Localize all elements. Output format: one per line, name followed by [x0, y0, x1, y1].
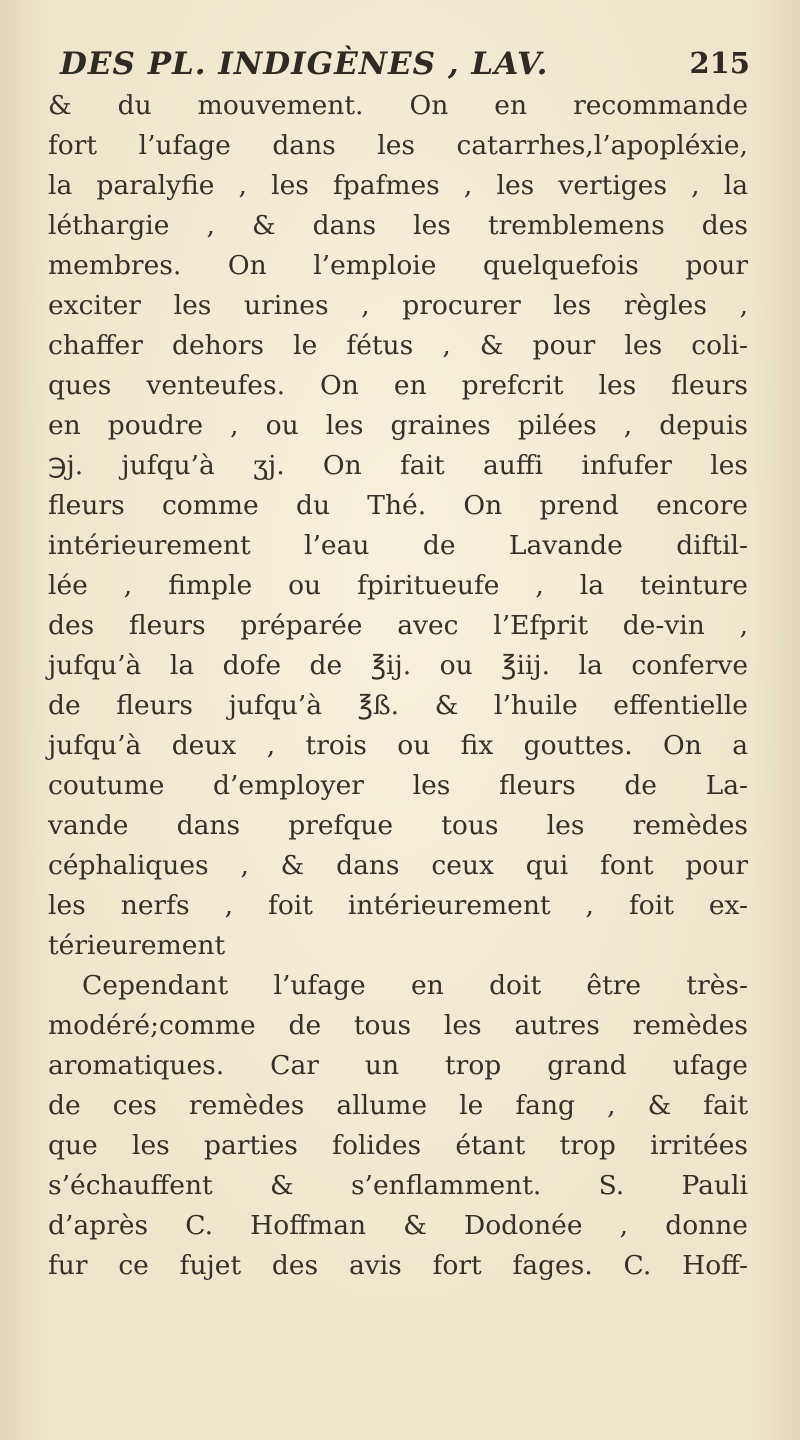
body-text [48, 86, 748, 1286]
text-line: en poudre , ou les graines pilées , depuis [48, 410, 748, 441]
text-line: fur ce fujet des avis fort fages. C. Hoff- [48, 1250, 748, 1281]
text-line: de fleurs jufqu’à ℥ß. & l’huile effentielle [48, 690, 748, 721]
text-line: des fleurs préparée avec l’Efprit de-vin , [48, 610, 748, 641]
text-line: fort l’ufage dans les catarrhes,l’apopléxie, [48, 130, 748, 161]
text-line: d’après C. Hoffman & Dodonée , donne [48, 1210, 748, 1241]
text-line: fleurs comme du Thé. On prend encore [48, 490, 748, 521]
text-line: s’échauffent & s’enflamment. S. Pauli [48, 1170, 748, 1201]
text-line: coutume d’employer les fleurs de La- [48, 770, 748, 801]
text-line: aromatiques. Car un trop grand ufage [48, 1050, 748, 1081]
page-number: 215 [689, 46, 750, 80]
text-line: modéré;comme de tous les autres remèdes [48, 1010, 748, 1041]
text-line: chaffer dehors le fétus , & pour les coli- [48, 330, 748, 361]
running-title: DES PL. INDIGÈNES , LAV. [60, 46, 549, 82]
text-line: céphaliques , & dans ceux qui font pour [48, 850, 748, 881]
text-line: & du mouvement. On en recommande [48, 90, 748, 121]
text-line: léthargie , & dans les tremblemens des [48, 210, 748, 241]
text-line: térieurement [48, 930, 226, 961]
text-line: intérieurement l’eau de Lavande diftil- [48, 530, 748, 561]
text-line: ℈j. jufqu’à ʒj. On fait auffi infufer les [48, 450, 748, 481]
text-line: membres. On l’emploie quelquefois pour [48, 250, 748, 281]
text-line: la paralyfie , les fpafmes , les vertiges , la [48, 170, 748, 201]
text-line: jufqu’à la dofe de ℥ij. ou ℥iij. la conferve [48, 650, 748, 681]
text-line: les nerfs , foit intérieurement , foit ex- [48, 890, 748, 921]
text-line: lée , fimple ou fpiritueufe , la teinture [48, 570, 748, 601]
text-line: exciter les urines , procurer les règles , [48, 290, 748, 321]
text-line: Cependant l’ufage en doit être très- [82, 970, 748, 1001]
text-line: jufqu’à deux , trois ou fix gouttes. On a [48, 730, 748, 761]
text-line: vande dans prefque tous les remèdes [48, 810, 748, 841]
text-line: ques venteufes. On en prefcrit les fleurs [48, 370, 748, 401]
text-line: que les parties folides étant trop irritées [48, 1130, 748, 1161]
text-line: de ces remèdes allume le fang , & fait [48, 1090, 748, 1121]
